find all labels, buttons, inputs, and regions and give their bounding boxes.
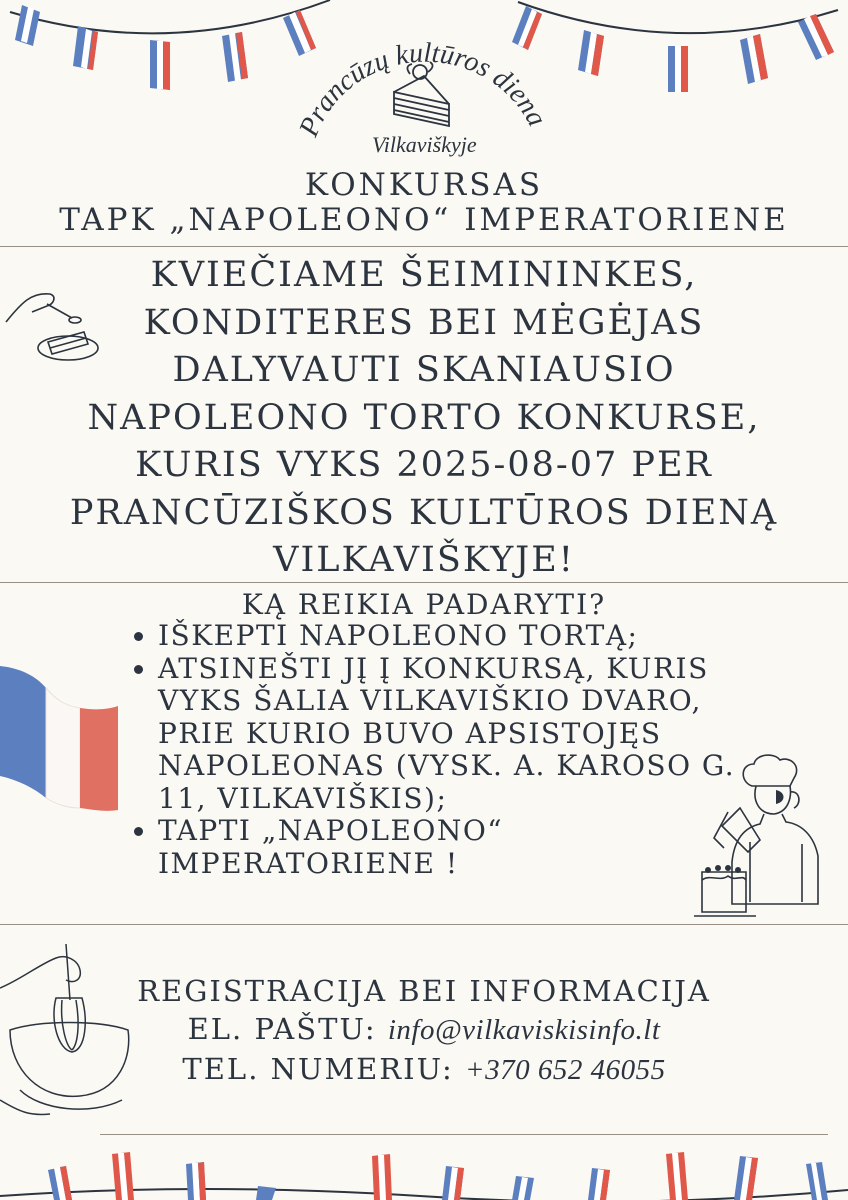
invite-line: PRANCŪZIŠKOS KULTŪROS DIENĄ — [69, 492, 779, 533]
bunting-bottom — [0, 1146, 848, 1200]
invite-line: NAPOLEONO TORTO KONKURSE, — [87, 397, 761, 438]
invite-line: KONDITERES BEI MĖGĖJAS — [143, 302, 705, 343]
pastry-chef-icon — [690, 752, 830, 924]
invite-line: VILKAVIŠKYJE! — [273, 540, 575, 580]
phone-link[interactable]: +370 652 46055 — [465, 1054, 666, 1086]
list-item: • IŠKEPTI NAPOLEONO TORTĄ; — [158, 620, 798, 653]
phone-label: TEL. NUMERIU: — [182, 1052, 454, 1086]
french-flag-icon — [0, 666, 122, 812]
invite-line: DALYVAUTI SKANIAUSIO — [172, 350, 676, 390]
contest-label: KONKURSAS — [304, 167, 544, 203]
email-line — [0, 1012, 848, 1047]
divider — [0, 924, 848, 925]
email-link[interactable]: info@vilkaviskisinfo.lt — [387, 1014, 661, 1046]
phone-line — [0, 1052, 848, 1087]
flag-icon — [48, 1152, 828, 1200]
divider — [0, 582, 848, 583]
invite-line: KURIS VYKS 2025-08-07 PER — [135, 445, 713, 485]
email-label: EL. PAŠTU: — [187, 1012, 377, 1046]
list-item: • TAPTI „NAPOLEONO“ IMPERATORIENE ! — [158, 815, 798, 880]
bottom-rule — [100, 1134, 828, 1135]
registration-title: REGISTRACIJA BEI INFORMACIJA — [137, 974, 711, 1008]
list-item: • ATSINEŠTI JĮ Į KONKURSĄ, KURIS VYKS ŠALIA VILKAVIŠKIO DVARO, PRIE KURIO BUVO APSISTOJĘS NAPOLEONAS (VYSK. A. KAROSO G. 11, VILKAVIŠKIS); — [158, 653, 798, 816]
cake-slice-icon — [394, 62, 449, 126]
invite-line: KVIEČIAME ŠEIMININKES, — [150, 255, 698, 295]
logo-place: Vilkaviškyje — [372, 132, 477, 157]
logo-arc-text: Prancūzų kultūros diena — [293, 37, 553, 142]
divider — [0, 246, 848, 247]
invitation-text — [0, 252, 848, 585]
todo-title: KĄ REIKIA PADARYTI? — [241, 588, 607, 621]
contest-title: TAPK „NAPOLEONO“ IMPERATORIENE — [59, 202, 789, 238]
